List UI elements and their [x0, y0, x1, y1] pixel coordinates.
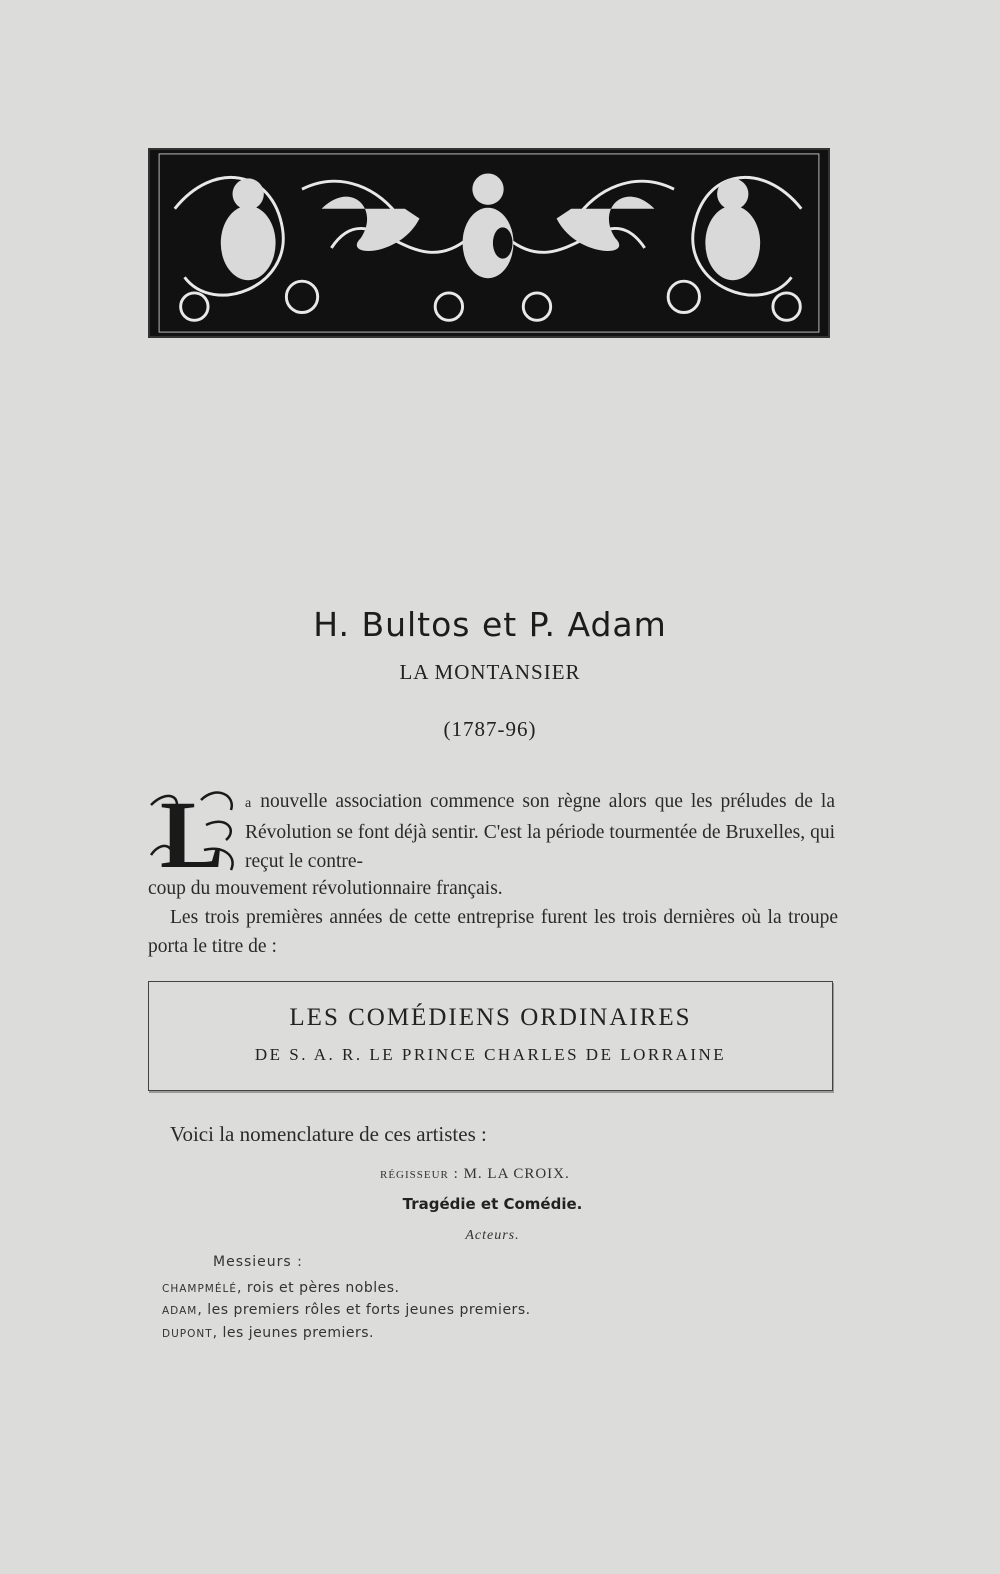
role-desc: , rois et pères nobles.	[236, 1280, 400, 1296]
role-desc: , les premiers rôles et forts jeunes premiers.	[197, 1302, 531, 1318]
page-title: H. Bultos et P. Adam	[313, 605, 667, 645]
role-name: ADAM	[162, 1305, 198, 1317]
ornamental-header-band	[148, 148, 830, 338]
date-range: (1787-96)	[443, 717, 537, 741]
framed-title-line-2: DE S. A. R. LE PRINCE CHARLES DE LORRAINE	[254, 1045, 727, 1064]
paragraph-1-continuation: coup du mouvement révolutionnaire français.	[148, 878, 503, 899]
role-desc: , les jeunes premiers.	[212, 1325, 374, 1341]
role-name: DUPONT	[162, 1328, 213, 1340]
acteurs-heading: Acteurs.	[465, 1228, 520, 1243]
section-subtitle: LA MONTANSIER	[399, 660, 581, 684]
messieurs-label: Messieurs :	[213, 1254, 303, 1270]
role-entry	[162, 1302, 531, 1318]
regisseur-value: : M. LA CROIX.	[453, 1166, 570, 1182]
ornament-illustration	[150, 150, 828, 336]
framed-title-box	[148, 981, 833, 1091]
dropcap-continuation: a	[245, 796, 253, 811]
framed-title-line-1: LES COMÉDIENS ORDINAIRES	[289, 1004, 692, 1031]
paragraph-1-opening	[245, 787, 835, 876]
paragraph-2: Les trois premières années de cette entreprise furent les trois dernières où la troupe porta le titre de :	[148, 907, 838, 957]
nomenclature-intro: Voici la nomenclature de ces artistes :	[170, 1122, 487, 1146]
role-entry	[162, 1280, 399, 1296]
role-name: CHAMPMÉLÉ	[162, 1283, 237, 1295]
regisseur-line	[380, 1166, 570, 1183]
dropcap-letter: L	[160, 785, 225, 875]
dropcap-ornament	[146, 785, 242, 875]
paragraph-1-text: nouvelle association commence son règne alors que les préludes de la Révolution se font déjà sentir. C'est la période tourmentée de Bruxelles, qui reçut le contre-	[245, 791, 836, 872]
regisseur-label: RÉGISSEUR	[380, 1169, 449, 1181]
role-entry	[162, 1325, 374, 1341]
genre-heading: Tragédie et Comédie.	[402, 1195, 583, 1213]
